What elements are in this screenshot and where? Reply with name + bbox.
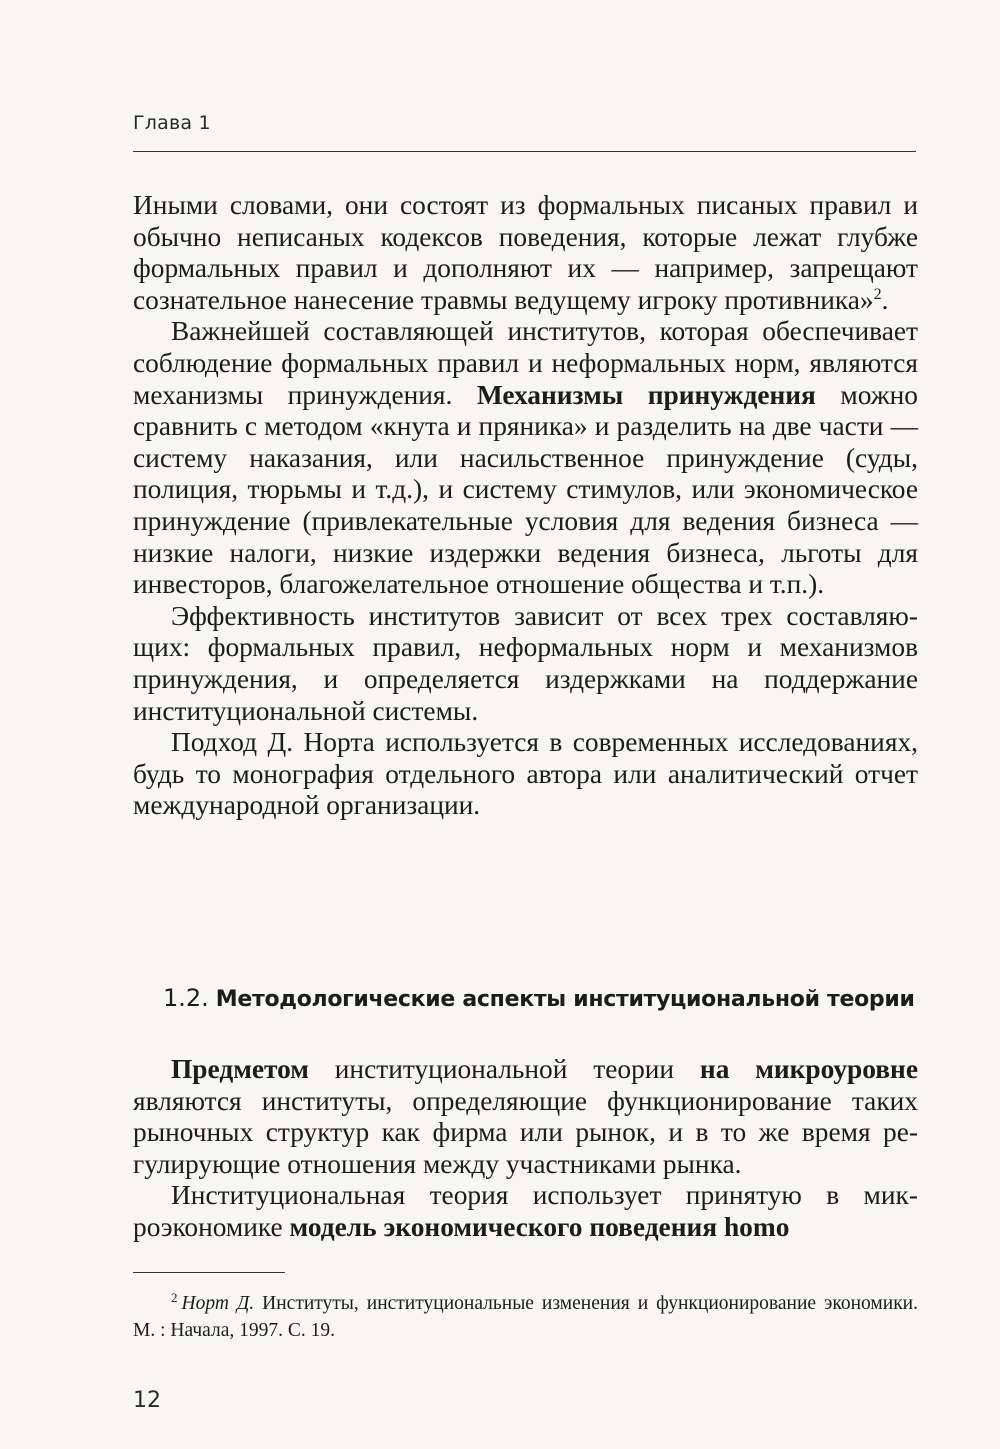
footnote [133, 1290, 918, 1344]
footnote-citation: Институты, институциональные изменения и функционирование экономики. М. : Начала, 1997. С. 19. [133, 1293, 918, 1341]
paragraph-4: Подход Д. Норта используется в современных исследованиях, будь то монография отдельного автора или аналитический отчет международной организации. [133, 727, 918, 821]
paragraph-6 [133, 1180, 918, 1243]
footnote-divider [133, 1272, 285, 1273]
paragraph-2 [133, 316, 918, 600]
running-head-chapter: Глава 1 [133, 112, 211, 134]
footnote-author: Норт Д. [181, 1293, 255, 1314]
paragraph-1-text: Иными словами, они состоят из формальных писаных правил и обычно неписаных кодексов поведения, которые лежат глубже формальных правил и дополняют их — например, запрещают сознательное нанесение травмы ведущему игроку противника» [133, 190, 918, 315]
paragraph-1-end: . [881, 284, 889, 315]
paragraph-1 [133, 190, 918, 316]
footnote-marker: 2 [171, 1290, 178, 1305]
paragraph-2-end: можно сравнить с методом «кнута и пряника» и разделить на две части — систему наказания, или насильственное принуждение (суды, полиция, тюрьмы и т.д.), и систему стимулов, или экономическое принуждение (привлекательные условия для ведения бизнеса — низкие налоги, низкие издержки ведения бизнеса, льготы для инвесторов, благожелательное отношение общества и т.п.). [133, 379, 918, 600]
term-enforcement-mechanisms: Механизмы принуждения [476, 379, 816, 410]
paragraph-6-start: Институциональная теория использует принятую в микроэкономике [133, 1180, 918, 1242]
section-heading [163, 984, 915, 1012]
section-text-block [133, 1054, 918, 1244]
paragraph-5 [133, 1054, 918, 1180]
page-number: 12 [133, 1388, 161, 1413]
section-number: 1.2. [163, 984, 209, 1012]
section-title: Методологические аспекты институциональной теории [215, 987, 915, 1012]
term-subject: Предметом [171, 1054, 309, 1084]
paragraph-5-mid: институциональной теории [308, 1054, 700, 1084]
paragraph-5-end: являются институты, определяющие функционирование таких рыночных структур как фирма или рынок, и в то же время регулирующие отношения между участниками рынка. [133, 1085, 918, 1179]
term-micro-level: на микроуровне [699, 1054, 918, 1084]
paragraph-2-start: Важнейшей составляющей институтов, которая обеспечивает соблюдение формальных правил и неформальных норм, являются механизмы принуждения. [133, 316, 918, 410]
term-homo-model: модель экономического поведения homo [289, 1211, 790, 1242]
paragraph-3: Эффективность институтов зависит от всех трех составляющих: формальных правил, неформальных норм и механизмов принуждения, и определяется издержками на поддержание институциональной системы. [133, 600, 918, 726]
footnote-reference: 2 [873, 285, 882, 303]
main-text-block [133, 190, 918, 822]
header-divider [133, 151, 916, 152]
footnote-text [133, 1290, 918, 1344]
